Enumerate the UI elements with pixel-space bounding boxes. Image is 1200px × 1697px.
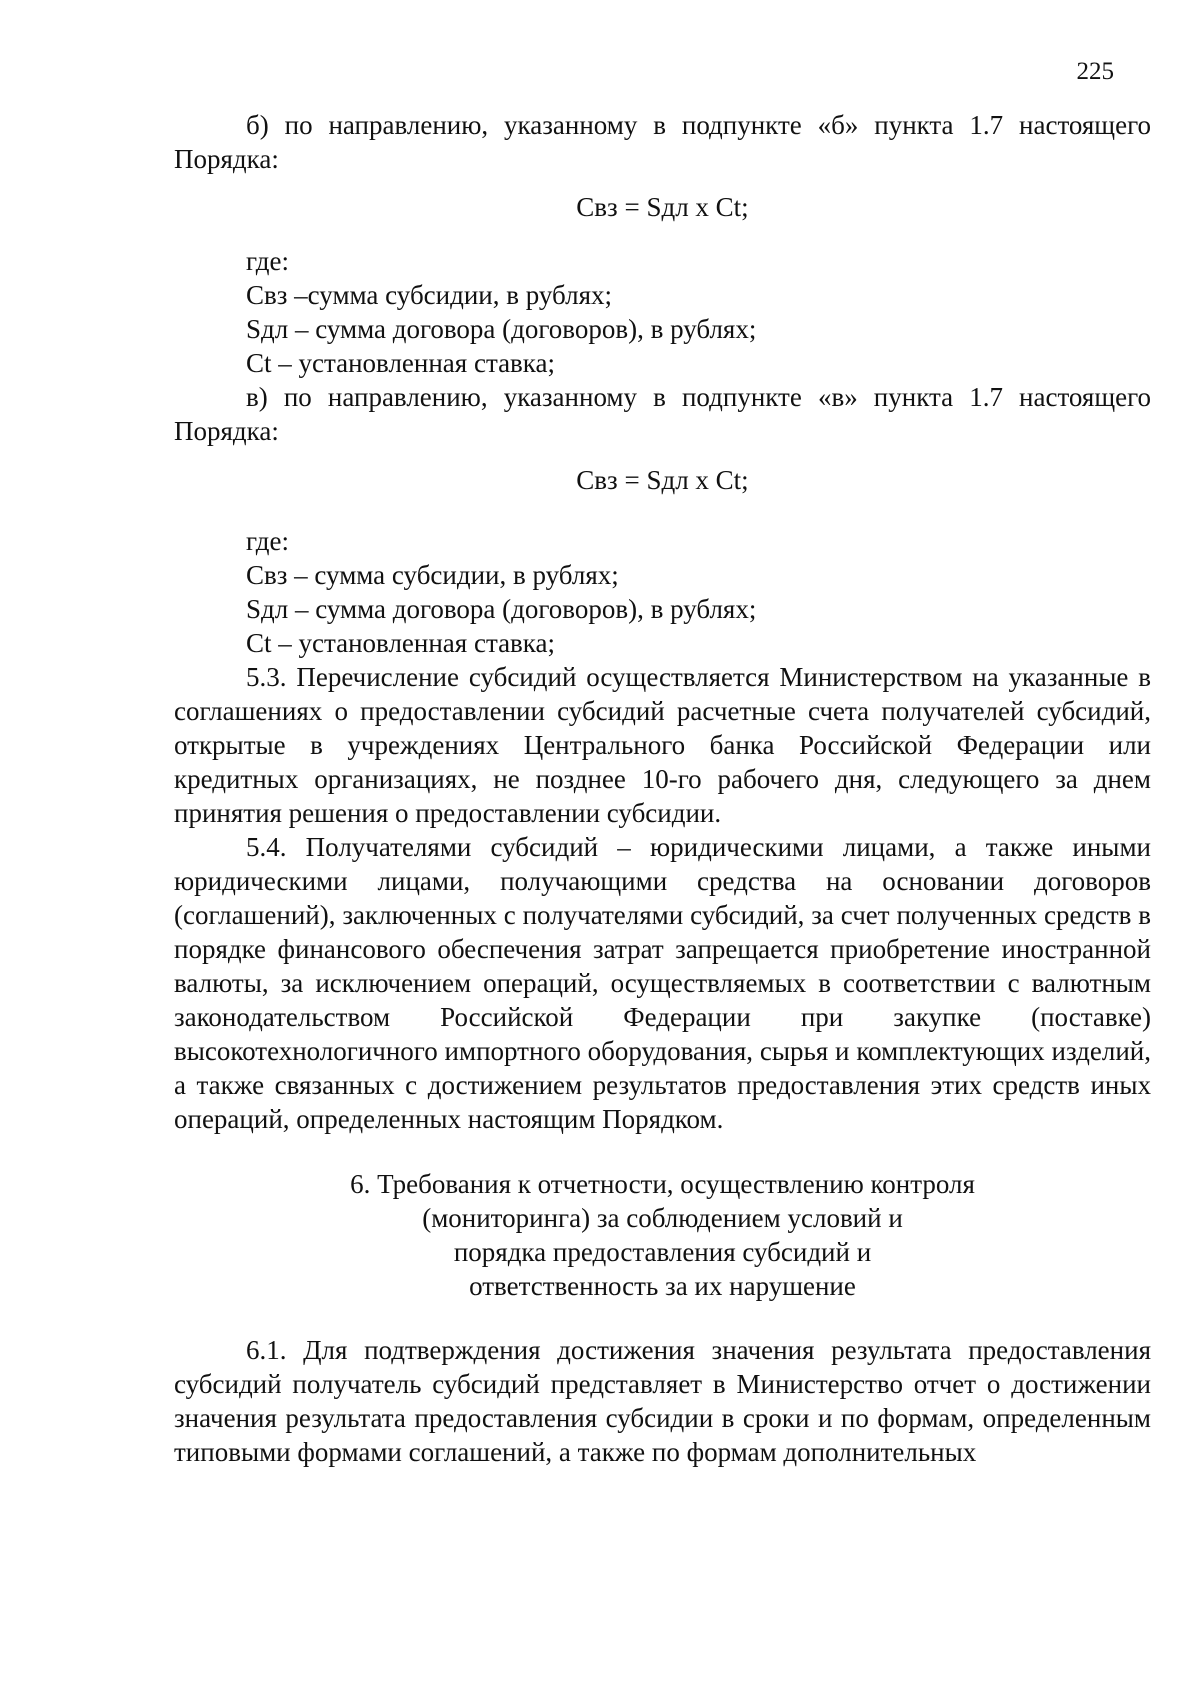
paragraph-5-3: 5.3. Перечисление субсидий осуществляется Министерством на указанные в соглашениях о предоставлении субсидий расчетные счета получателей субсидий, открытые в учреждениях Центрального банка Российской Федерации или кредитных организациях, не позднее 10-го рабочего дня, следующего за днем принятия решения о предоставлении субсидии.	[174, 662, 1151, 828]
section-5-body	[174, 660, 1151, 1136]
item-v-def-3: Ct – установленная ставка;	[246, 628, 555, 658]
section-6-heading	[174, 1167, 1151, 1303]
paragraph-6-1: 6.1. Для подтверждения достижения значения результата предоставления субсидий получатель субсидий представляет в Министерство отчет о достижении значения результата предоставления субсидии в сроки и по формам, определенным типовыми формами соглашений, а также по формам дополнительных	[174, 1335, 1151, 1467]
item-b-text: б) по направлению, указанному в подпункте «б» пункта 1.7 настоящего Порядка:	[174, 110, 1151, 174]
item-v-formula: Свз = Sдл x Ct;	[576, 465, 749, 495]
page-number: 225	[1076, 58, 1114, 85]
item-b-def-2: Sдл – сумма договора (договоров), в рублях;	[246, 314, 757, 344]
item-v-block	[174, 380, 1151, 448]
item-b-formula: Свз = Sдл x Ct;	[576, 192, 749, 222]
section-6-heading-line-1: 6. Требования к отчетности, осуществлению контроля	[350, 1169, 975, 1199]
section-6-heading-line-2: (мониторинга) за соблюдением условий и	[422, 1203, 903, 1233]
item-b-def-3: Ct – установленная ставка;	[246, 348, 555, 378]
item-b-definitions	[174, 244, 1151, 380]
section-6-heading-line-4: ответственность за их нарушение	[469, 1271, 856, 1301]
section-6-heading-line-3: порядка предоставления субсидий и	[453, 1237, 872, 1267]
item-b-def-1: Свз –сумма субсидии, в рублях;	[246, 280, 612, 310]
item-v-definitions	[174, 524, 1151, 660]
item-v-text: в) по направлению, указанному в подпункте «в» пункта 1.7 настоящего Порядка:	[174, 382, 1151, 446]
item-v-def-1: Свз – сумма субсидии, в рублях;	[246, 560, 619, 590]
section-6-body	[174, 1333, 1151, 1469]
item-v-where: где:	[246, 526, 289, 556]
item-v-def-2: Sдл – сумма договора (договоров), в рублях;	[246, 594, 757, 624]
paragraph-5-4: 5.4. Получателями субсидий – юридическими лицами, а также иными юридическими лицами, получающими средства на основании договоров (соглашений), заключенных с получателями субсидий, за счет полученных средств в порядке финансового обеспечения затрат запрещается приобретение иностранной валюты, за исключением операций, осуществляемых в соответствии с валютным законодательством Российской Федерации при закупке (поставке) высокотехнологичного импортного оборудования, сырья и комплектующих изделий, а также связанных с достижением результатов предоставления этих средств иных операций, определенных настоящим Порядком.	[174, 832, 1151, 1134]
item-b-block	[174, 108, 1151, 176]
item-b-where: где:	[246, 246, 289, 276]
